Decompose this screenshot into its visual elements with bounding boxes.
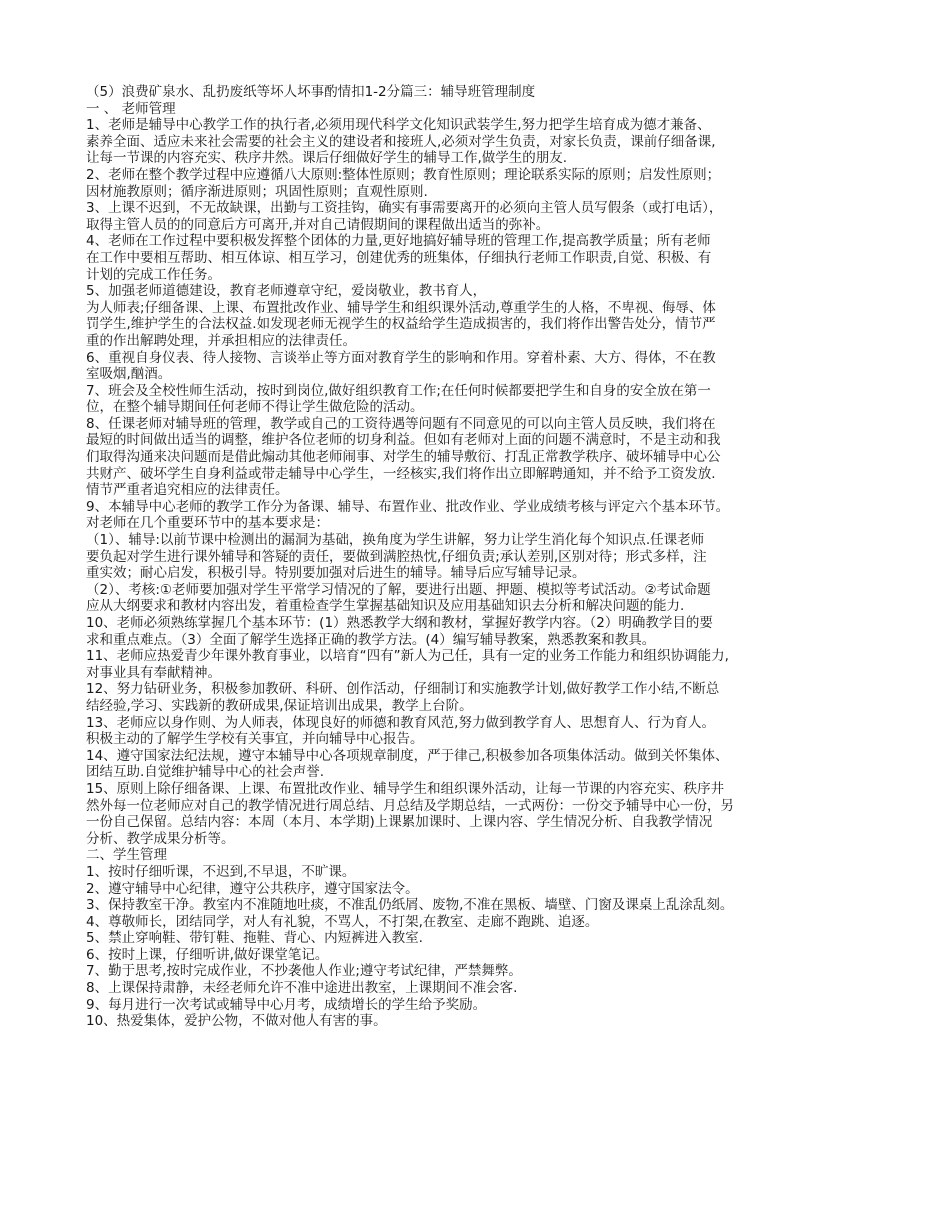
text-line: 13、老师应以身作则、为人师表，体现良好的师德和教育风范,努力做到教学育人、思想育人、行为育人。 [86,714,715,731]
text-line: 们取得沟通来决问题而是借此煽动其他老师闹事、对学生的辅导敷衍、打乱正常教学秩序、破坏辅导中心公 [86,449,721,466]
text-line: 3、上课不迟到，不无故缺课，出勤与工资挂钩，确实有事需要离开的必须向主管人员写假条（或打电话）， [86,200,723,217]
text-line: 15、原则上除仔细备课、上课、布置批改作业、辅导学生和组织课外活动，让每一节课的内容充实、秩序井 [86,780,725,797]
text-line: 素养全面、适应未来社会需要的社会主义的建设者和接班人,必须对学生负责，对家长负责，课前仔细备课, [86,133,716,150]
text-line: 12、努力钻研业务，积极参加教研、科研、创作活动，仔细制订和实施教学计划,做好教学工作小结,不断总 [86,681,720,698]
text-line: 2、老师在整个教学过程中应遵循八大原则:整体性原则；教育性原则；理论联系实际的原则；启发性原则； [86,166,721,183]
text-line: 取得主管人员的的同意后方可离开,并对自己请假期间的课程做出适当的弥补。 [86,216,550,233]
text-line: 罚学生,维护学生的合法权益.如发现老师无视学生的权益给学生造成损害的，我们将作出警告处分，情节严 [86,316,716,333]
text-line: 重的作出解聘处理，并承担相应的法律责任。 [86,332,356,349]
text-line: （2）、考核:①老师要加强对学生平常学习情况的了解，要进行出题、押题、模拟等考试活动。②考试命题 [86,581,711,598]
text-line: 让每一节课的内容充实、秩序井然。课后仔细做好学生的辅导工作,做学生的朋友. [86,150,568,167]
text-line: 7、勤于思考,按时完成作业，不抄袭他人作业;遵守考试纪律，严禁舞弊。 [86,963,522,980]
text-line: 5、禁止穿响鞋、带钉鞋、拖鞋、背心、内短裤进入教室. [86,930,423,947]
text-line: 应从大纲要求和教材内容出发，着重检查学生掌握基础知识及应用基础知识去分析和解决问题的能力. [86,598,685,615]
text-line: 11、老师应热爱青少年课外教育事业，以培育“四有”新人为己任，具有一定的业务工作能力和组织协调能力, [86,648,729,665]
text-line: 最短的时间做出适当的调整，维护各位老师的切身利益。但如有老师对上面的问题不满意时，不是主动和我 [86,432,721,449]
text-line: （5）浪费矿泉水、乱扔废纸等坏人坏事酌情扣1-2分篇三：辅导班管理制度 [86,84,536,100]
text-line: 8、任课老师对辅导班的管理，教学或自己的工资待遇等问题有不同意见的可以向主管人员反映，我们将在 [86,415,716,432]
text-line: 2、遵守辅导中心纪律，遵守公共秩序，遵守国家法令。 [86,880,419,897]
text-line: 7、班会及全校性师生活动，按时到岗位,做好组织教育工作;在任何时候都要把学生和自身的安全放在第一 [86,382,711,399]
text-line: 对老师在几个重要环节中的基本要求是： [86,515,329,532]
text-line: 一份自己保留。总结内容：本周（本月、本学期)上课累加课时、上课内容、学生情况分析、自我教学情况 [86,814,713,831]
text-line: 位，在整个辅导期间任何老师不得让学生做危险的活动。 [86,399,424,416]
text-line: 3、保持教室干净。教室内不准随地吐痰，不准乱仍纸屑、废物,不准在黑板、墙壁、门窗及课桌上乱涂乱刻。 [86,897,734,914]
text-line: 二、学生管理 [86,847,167,864]
text-line: 要负起对学生进行课外辅导和答疑的责任，要做到满腔热忱,仔细负责;承认差别,区别对待；形式多样，注 [86,548,707,565]
text-line: 4、尊敬师长，团结同学，对人有礼貌，不骂人，不打架,在教室、走廊不跑跳、追逐。 [86,913,599,930]
text-line: 结经验,学习、实践新的教研成果,保证培训出成果，教学上台阶。 [86,697,473,714]
text-line: 在工作中要相互帮助、相互体谅、相互学习，创建优秀的班集体，仔细执行老师工作职责,自觉、积极、有 [86,249,712,266]
text-line: （1）、辅导:以前节课中检测出的漏洞为基础，换角度为学生讲解，努力让学生消化每个知识点.任课老师 [86,532,705,549]
text-line: 6、重视自身仪表、待人接物、言谈举止等方面对教育学生的影响和作用。穿着朴素、大方、得体，不在教 [86,349,716,366]
text-line: 为人师表;仔细备课、上课、布置批改作业、辅导学生和组织课外活动,尊重学生的人格，不卑视、侮辱、体 [86,299,716,316]
text-line: 求和重点难点。（3）全面了解学生选择正确的教学方法。(4）编写辅导教案，熟悉教案和教具。 [86,631,656,648]
text-line: 10、老师必须熟练掌握几个基本环节：(1）熟悉教学大纲和教材，掌握好教学内容。（2）明确教学目的要 [86,615,713,631]
text-line: 团结互助.自觉维护辅导中心的社会声誉. [86,764,325,781]
text-line: 10、热爱集体，爱护公物，不做对他人有害的事。 [86,1013,387,1030]
text-line: 4、老师在工作过程中要积极发挥整个团体的力量,更好地搞好辅导班的管理工作,提高教学质量；所有老师 [86,233,711,250]
text-line: 然外每一位老师应对自己的教学情况进行周总结、月总结及学期总结，一式两份：一份交予辅导中心一份，另 [86,797,734,814]
text-line: 积极主动的了解学生学校有关事宜，并向辅导中心报告。 [86,731,424,748]
text-line: 共财产、破坏学生自身利益或带走辅导中心学生，一经核实,我们将作出立即解聘通知，并不给予工资发放. [86,465,716,482]
text-line: 9、每月进行一次考试或辅导中心月考，成绩增长的学生给予奖励。 [86,996,487,1013]
text-line: 情节严重者追究相应的法律责任。 [86,482,289,499]
text-line: 9、本辅导中心老师的教学工作分为备课、辅导、布置作业、批改作业、学业成绩考核与评定六个基本环节。 [86,498,730,515]
text-line: 1、按时仔细听课，不迟到,不早退，不旷课。 [86,863,356,880]
text-line: 5、加强老师道德建设，教育老师遵章守纪，爱岗敬业，教书育人， [86,283,487,300]
text-line: 重实效；耐心启发，积极引导。特别要加强对后进生的辅导。辅导后应写辅导记录。 [86,565,586,582]
text-line: 室吸烟,酗酒。 [86,366,172,383]
text-line: 因材施教原则；循序渐进原则；巩固性原则；直观性原则. [86,183,428,200]
text-line: 分析、教学成果分析等。 [86,830,235,847]
text-line: 对事业具有奉献精神。 [86,664,221,681]
text-line: 计划的完成工作任务。 [86,266,221,283]
text-line: 1、老师是辅导中心教学工作的执行者,必须用现代科学文化知识武装学生,努力把学生培育成为德才兼备、 [86,117,711,134]
document-body [86,84,866,1030]
text-line: 14、遵守国家法纪法规，遵守本辅导中心各项规章制度，严于律己,积极参加各项集体活动。做到关怀集体、 [86,747,729,764]
text-line: 6、按时上课，仔细听讲,做好课堂笔记。 [86,946,329,963]
text-line: 8、上课保持肃静，未经老师允许不准中途进出教室，上课期间不准会客. [86,980,518,997]
text-line: 一 、 老师管理 [86,100,176,117]
